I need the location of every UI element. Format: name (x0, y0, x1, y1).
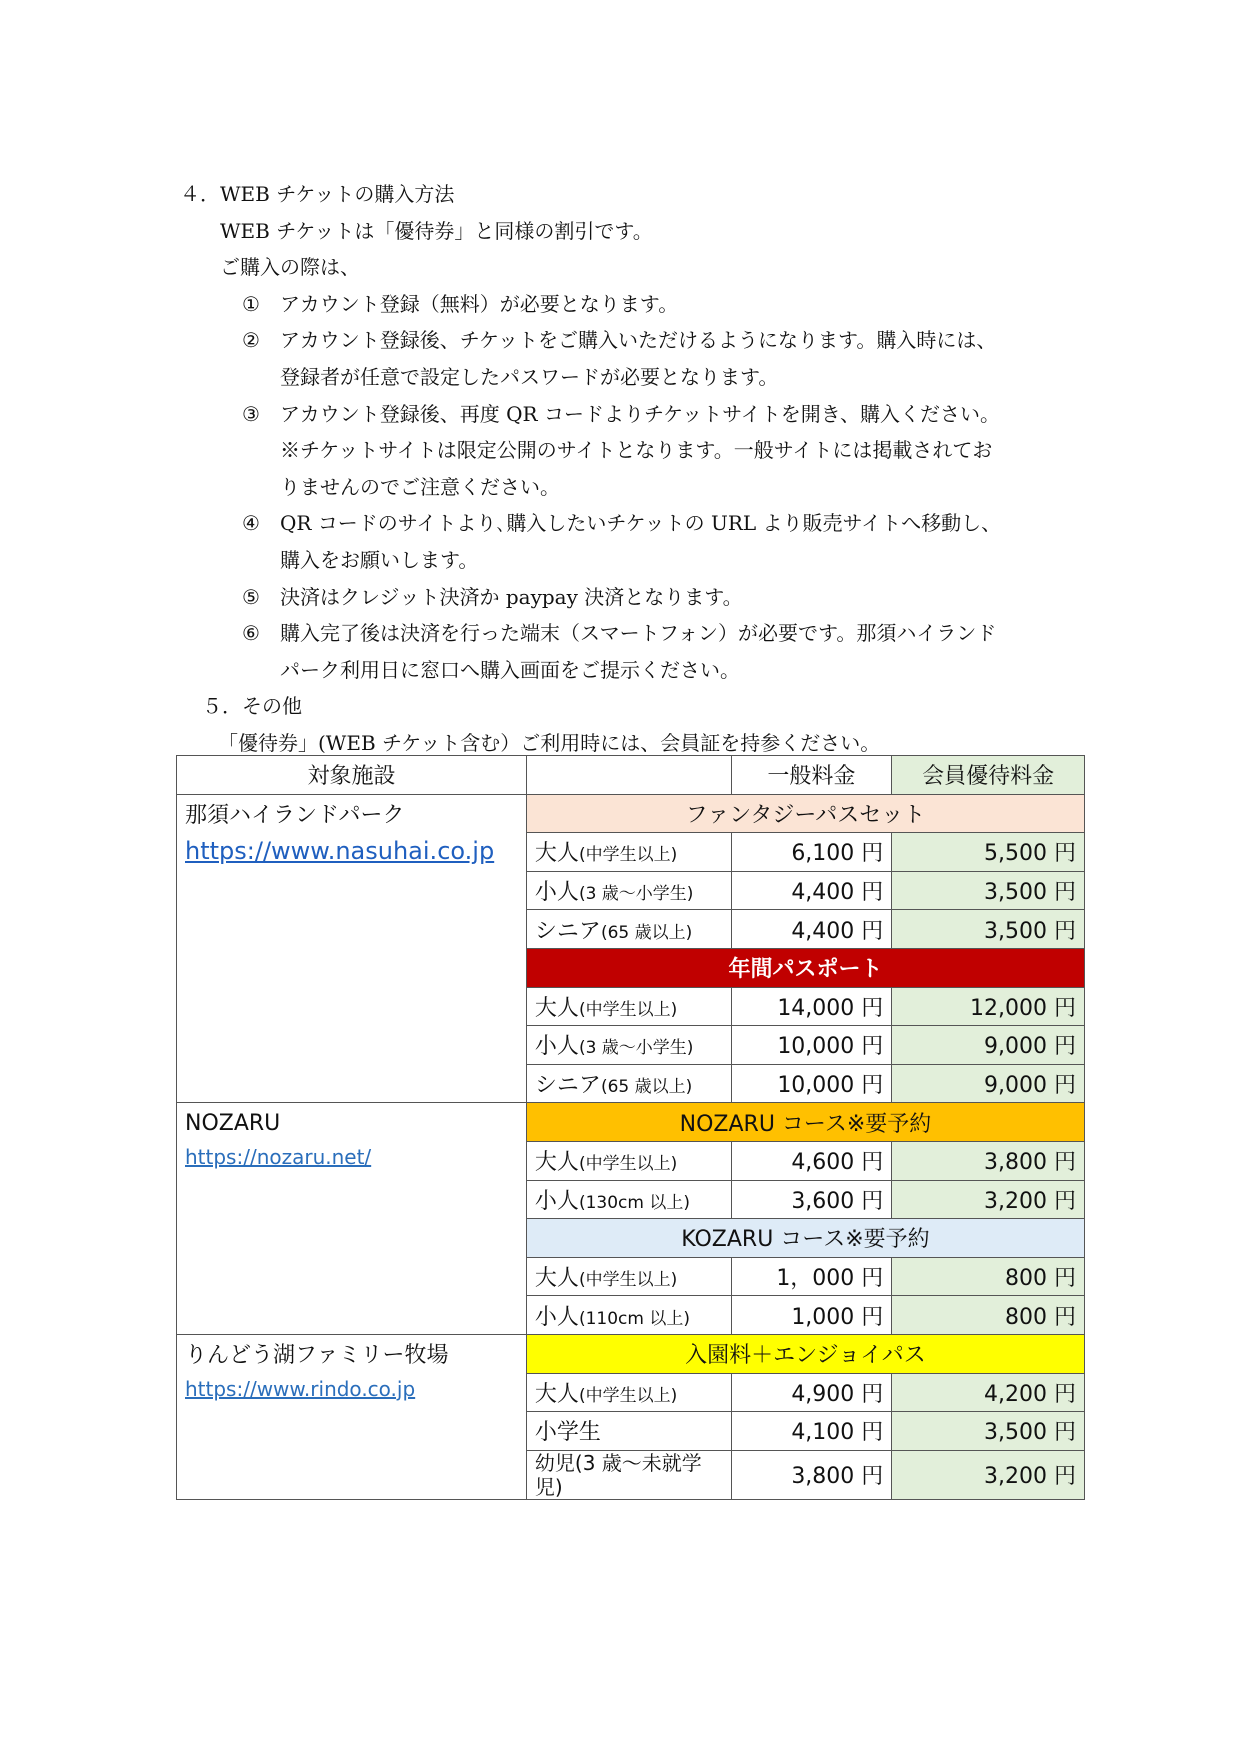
member-price: 3,200 円 (892, 1180, 1085, 1219)
general-price: 4,900 円 (731, 1373, 892, 1412)
section5-heading: ５．その他 (202, 694, 302, 719)
list-number: ⑤ (242, 584, 260, 609)
general-price: 3,800 円 (731, 1450, 892, 1499)
general-price: 6,100 円 (731, 833, 892, 872)
facility-name: NOZARU (185, 1111, 281, 1137)
list-text: アカウント登録後、再度 QR コードよりチケットサイトを開き、購入ください。 (280, 401, 1000, 426)
header-member: 会員優待料金 (892, 756, 1085, 795)
header-general: 一般料金 (731, 756, 892, 795)
member-price: 9,000 円 (892, 1064, 1085, 1103)
list-text-cont: パーク利用日に窓口へ購入画面をご提示ください。 (280, 657, 740, 682)
section-title: 年間パスポート (526, 948, 1084, 987)
row-label: シニア(65 歳以上) (526, 1064, 731, 1103)
general-price: 10,000 円 (731, 1064, 892, 1103)
row-label: 小人(3 歳～小学生) (526, 1026, 731, 1065)
section-title: 入園料＋エンジョイパス (526, 1334, 1084, 1373)
list-text-cont: 購入をお願いします。 (280, 547, 479, 572)
row-label: 大人(中学生以上) (526, 833, 731, 872)
list-item (180, 396, 1080, 433)
member-price: 3,200 円 (892, 1450, 1085, 1499)
list-item (180, 579, 1080, 616)
facility-cell (177, 1103, 527, 1335)
section4-heading: ４．WEB チケットの購入方法 (180, 182, 455, 206)
member-price: 3,500 円 (892, 871, 1085, 910)
facility-cell (177, 794, 527, 1103)
list-number: ③ (242, 401, 260, 426)
row-label: 小学生 (526, 1412, 731, 1451)
list-text-cont: ※チケットサイトは限定公開のサイトとなります。一般サイトには掲載されてお (280, 438, 993, 463)
price-table (176, 755, 1085, 1500)
member-price: 3,800 円 (892, 1141, 1085, 1180)
row-label: 小人(3 歳～小学生) (526, 871, 731, 910)
facility-name: りんどう湖ファミリー牧場 (185, 1342, 449, 1368)
header-facility: 対象施設 (177, 756, 527, 795)
member-price: 4,200 円 (892, 1373, 1085, 1412)
list-number: ① (242, 291, 260, 316)
list-number: ⑥ (242, 621, 260, 646)
table-header-row (177, 756, 1085, 795)
member-price: 5,500 円 (892, 833, 1085, 872)
member-price: 3,500 円 (892, 1412, 1085, 1451)
facility-cell (177, 1334, 527, 1499)
general-price: 1,000 円 (731, 1296, 892, 1335)
list-number: ② (242, 328, 260, 353)
list-text: 決済はクレジット決済か paypay 決済となります。 (280, 584, 743, 609)
table-row (177, 794, 1085, 833)
header-blank (526, 756, 731, 795)
general-price: 4,400 円 (731, 871, 892, 910)
row-label: 大人(中学生以上) (526, 1257, 731, 1296)
list-text: QR コードのサイトより､購入したいチケットの URL より販売サイトへ移動し、 (280, 511, 1002, 536)
member-price: 9,000 円 (892, 1026, 1085, 1065)
row-label: 大人(中学生以上) (526, 987, 731, 1026)
member-price: 3,500 円 (892, 910, 1085, 949)
list-item (180, 505, 1080, 542)
section-title: KOZARU コース※要予約 (526, 1219, 1084, 1258)
list-text-cont: 登録者が任意で設定したパスワードが必要となります。 (280, 364, 779, 389)
section5-note: 「優待券」(WEB チケット含む）ご利用時には、会員証を持参ください。 (218, 730, 881, 755)
general-price: 4,400 円 (731, 910, 892, 949)
facility-link[interactable]: https://nozaru.net/ (185, 1145, 372, 1170)
section4-intro1: WEB チケットは「優待券」と同様の割引です。 (220, 218, 653, 243)
table-row (177, 1334, 1085, 1373)
general-price: 4,600 円 (731, 1141, 892, 1180)
row-label: 小人(110cm 以上) (526, 1296, 731, 1335)
list-number: ④ (242, 511, 260, 536)
list-text: アカウント登録（無料）が必要となります。 (280, 291, 679, 316)
list-item (180, 286, 1080, 323)
list-text-cont: りませんのでご注意ください。 (280, 474, 560, 499)
list-text: アカウント登録後、チケットをご購入いただけるようになります。購入時には、 (280, 328, 997, 353)
facility-link[interactable]: https://www.nasuhai.co.jp (185, 836, 495, 865)
document-body (180, 176, 1080, 762)
row-label: 大人(中学生以上) (526, 1373, 731, 1412)
list-item (180, 322, 1080, 359)
section-title: ファンタジーパスセット (526, 794, 1084, 833)
general-price: 1，000 円 (731, 1257, 892, 1296)
facility-link[interactable]: https://www.rindo.co.jp (185, 1376, 416, 1401)
list-text: 購入完了後は決済を行った端末（スマートフォン）が必要です。那須ハイランド (280, 621, 997, 646)
list-item (180, 615, 1080, 652)
general-price: 3,600 円 (731, 1180, 892, 1219)
member-price: 800 円 (892, 1257, 1085, 1296)
facility-name: 那須ハイランドパーク (185, 802, 405, 828)
table-row (177, 1103, 1085, 1142)
section-title: NOZARU コース※要予約 (526, 1103, 1084, 1142)
row-label: 大人(中学生以上) (526, 1141, 731, 1180)
member-price: 12,000 円 (892, 987, 1085, 1026)
general-price: 10,000 円 (731, 1026, 892, 1065)
general-price: 14,000 円 (731, 987, 892, 1026)
general-price: 4,100 円 (731, 1412, 892, 1451)
member-price: 800 円 (892, 1296, 1085, 1335)
row-label: 幼児(3 歳～未就学児) (526, 1450, 731, 1499)
row-label: シニア(65 歳以上) (526, 910, 731, 949)
row-label: 小人(130cm 以上) (526, 1180, 731, 1219)
section4-intro2: ご購入の際は、 (220, 255, 360, 280)
